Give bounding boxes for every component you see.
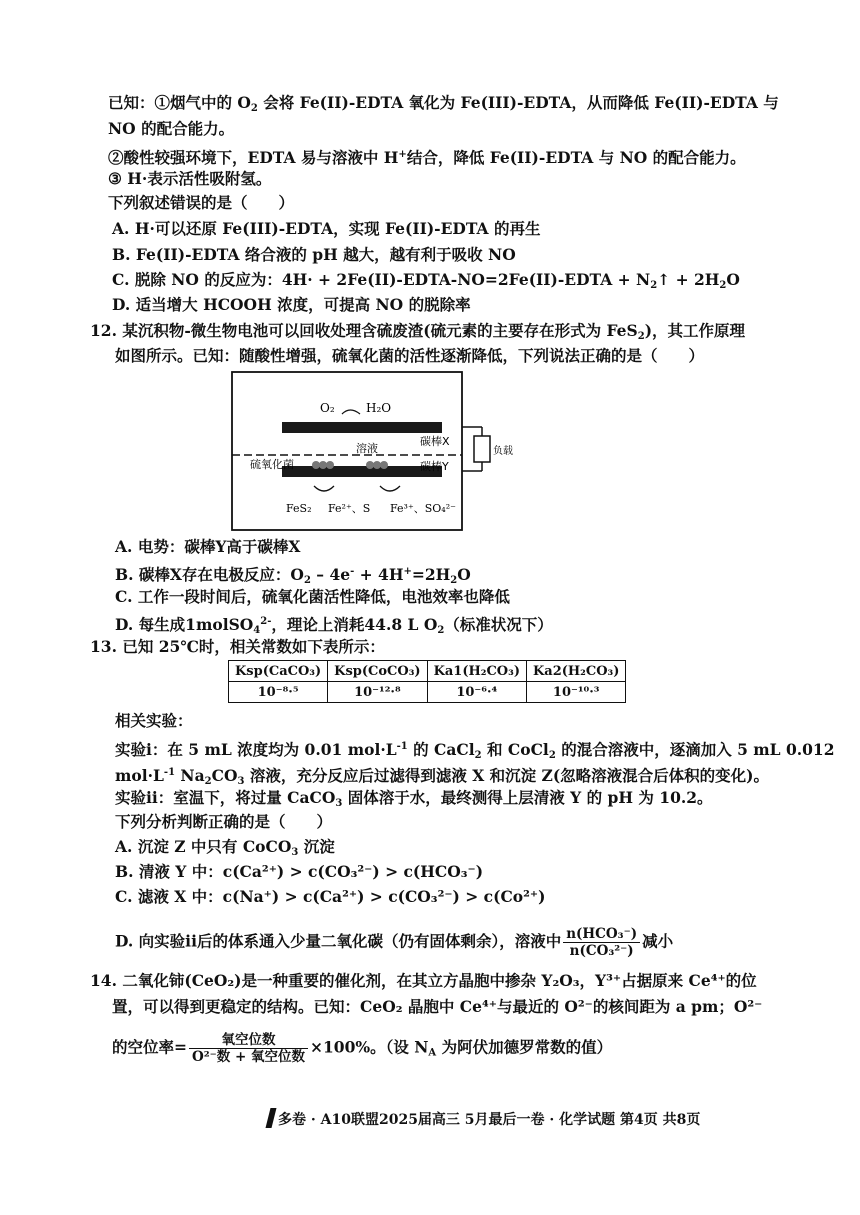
- label-solution: 溶液: [356, 442, 378, 455]
- q11-option-d: D. 适当增大 HCOOH 浓度，可提高 NO 的脱除率: [112, 295, 471, 314]
- load-box: [474, 436, 490, 462]
- arrow-fes2: [314, 486, 334, 491]
- arrow-fe-s: [380, 486, 400, 491]
- q12-option-a: A. 电势：碳棒Y高于碳棒X: [115, 537, 301, 556]
- q13-exp1-line-2: $mol\cdot L^{-1}$ $Na_2CO_3$ 溶液，充分反应后过滤得到滤液 X 和沉淀 Z(忽略溶液混合后体积的变化)。: [115, 766, 770, 787]
- label-fes2: FeS₂: [286, 502, 312, 515]
- label-fe-s: Fe²⁺、S: [328, 502, 371, 515]
- battery-diagram: [230, 370, 513, 535]
- label-bacteria: 硫氧化菌: [250, 458, 294, 471]
- known-line-1: 已知：①烟气中的 $O_2$ 会将 Fe(II)-EDTA 氧化为 Fe(III)-EDTA，从而降低 Fe(II)-EDTA 与: [108, 93, 779, 114]
- q13-option-a: A. 沉淀 Z 中只有 CoCO$_3$ 沉淀: [115, 837, 335, 858]
- label-h2o: H₂O: [366, 401, 392, 415]
- q11-option-c: C. 脱除 NO 的反应为：4H· + 2Fe(II)-EDTA-NO=2Fe(II)-EDTA + $N_2↑ + 2H_2O$: [112, 270, 740, 291]
- q12-option-d: D. 每生成1molSO$_4^{2-}$，理论上消耗44.8 L $O_2$（标准状况下）: [115, 615, 553, 636]
- bacteria-dot: [326, 461, 334, 469]
- q14-line-1: 14. 二氧化铈(CeO₂)是一种重要的催化剂，在其立方晶胞中掺杂 Y₂O₃，Y³⁺占据原来 Ce⁴⁺的位: [90, 971, 757, 990]
- bacteria-dot: [319, 461, 327, 469]
- table-header-cell: Ksp(CaCO₃): [229, 661, 328, 682]
- label-o2: O₂: [320, 401, 335, 415]
- table-row: [229, 682, 626, 703]
- table-header-cell: Ka2(H₂CO₃): [526, 661, 625, 682]
- page-footer: 多卷 · A10联盟2025届高三 5月最后一卷 · 化学试题 第4页 共8页: [268, 1108, 700, 1129]
- label-rod-y: 碳棒Y: [420, 460, 449, 473]
- q12-option-b: B. 碳棒X存在电极反应：$O_2 - 4e^- + 4H^+=2H_2O$: [115, 565, 471, 586]
- q13-exp2: 实验ii：室温下，将过量 CaCO$_3$ 固体溶于水，最终测得上层清液 Y 的 pH 为 10.2。: [115, 788, 713, 809]
- q12-stem-line-1: 12. 某沉积物-微生物电池可以回收处理含硫废渣(硫元素的主要存在形式为 FeS$_2$)，其工作原理: [90, 321, 746, 342]
- table-cell: 10⁻¹²·⁸: [328, 682, 427, 703]
- q12-stem-line-2: 如图所示。已知：随酸性增强，硫氧化菌的活性逐渐降低，下列说法正确的是（ ）: [115, 346, 705, 365]
- q12-option-c: C. 工作一段时间后，硫氧化菌活性降低，电池效率也降低: [115, 587, 510, 606]
- bacteria-dot: [373, 461, 381, 469]
- bacteria-dot: [380, 461, 388, 469]
- label-rod-x: 碳棒X: [420, 435, 450, 448]
- ratio-fraction: $\frac{\text{n(HCO₃⁻)}}{\text{n(CO₃²⁻)}}$: [563, 926, 640, 959]
- q13-option-c: C. 滤液 X 中：c(Na⁺) > c(Ca²⁺) > c(CO₃²⁻) > c(Co²⁺): [115, 887, 546, 906]
- table-header-row: [229, 661, 626, 682]
- q13-option-d: D. 向实验ii后的体系通入少量二氧化碳（仍有固体剩余），溶液中 $\frac{\text{n(HCO₃⁻)}}{\text{n(CO₃²⁻)}}$ 减小: [115, 926, 674, 959]
- table-header-cell: Ka1(H₂CO₃): [427, 661, 526, 682]
- carbon-rod-x: [282, 422, 442, 433]
- q11-option-a: A. H·可以还原 Fe(III)-EDTA，实现 Fe(II)-EDTA 的再生: [112, 219, 541, 238]
- arrow-o2-h2o: [342, 410, 360, 414]
- known-line-3: ③ H·表示活性吸附氢。: [108, 169, 272, 188]
- q13-stem-2: 下列分析判断正确的是（ ）: [115, 812, 333, 831]
- table-cell: 10⁻¹⁰·³: [526, 682, 625, 703]
- constants-table: [228, 660, 626, 703]
- q14-line-3: 的空位率= $\frac{\text{氧空位数}}{\text{O²⁻数 + 氧空位数}}$ ×100%。（设 $N_A$ 为阿伏加德罗常数的值）: [112, 1032, 613, 1065]
- known-line-2: ②酸性较强环境下，EDTA 易与溶液中 H+结合，降低 Fe(II)-EDTA 与 NO 的配合能力。: [108, 148, 746, 167]
- carbon-rod-y: [282, 466, 442, 477]
- label-load: 负载: [493, 446, 513, 457]
- vacancy-fraction: $\frac{\text{氧空位数}}{\text{O²⁻数 + 氧空位数}}$: [189, 1032, 308, 1065]
- q13-option-b: B. 清液 Y 中：c(Ca²⁺) > c(CO₃²⁻) > c(HCO₃⁻): [115, 862, 484, 881]
- bacteria-dot: [312, 461, 320, 469]
- known-line-1-cont: NO 的配合能力。: [108, 119, 235, 138]
- q11-option-b: B. Fe(II)-EDTA 络合液的 pH 越大，越有利于吸收 NO: [112, 245, 516, 264]
- brand-logo-mark: [266, 1108, 277, 1128]
- table-header-cell: Ksp(CoCO₃): [328, 661, 427, 682]
- q11-stem: 下列叙述错误的是（ ）: [108, 193, 295, 212]
- q13-related: 相关实验：: [115, 711, 193, 730]
- bacteria-dot: [366, 461, 374, 469]
- q13-stem: 13. 已知 25℃时，相关常数如下表所示：: [90, 637, 385, 656]
- table-cell: 10⁻⁸·⁵: [229, 682, 328, 703]
- label-fe-so4: Fe³⁺、SO₄²⁻: [390, 502, 456, 515]
- q14-line-2: 置，可以得到更稳定的结构。已知：CeO₂ 晶胞中 Ce⁴⁺与最近的 O²⁻的核间距为 a pm；O²⁻: [112, 997, 763, 1016]
- table-cell: 10⁻⁶·⁴: [427, 682, 526, 703]
- q13-exp1-line-1: 实验i：在 5 mL 浓度均为 0.01 $mol\cdot L^{-1}$ 的 CaCl$_2$ 和 CoCl$_2$ 的混合溶液中，逐滴加入 5 mL 0.012: [115, 740, 835, 761]
